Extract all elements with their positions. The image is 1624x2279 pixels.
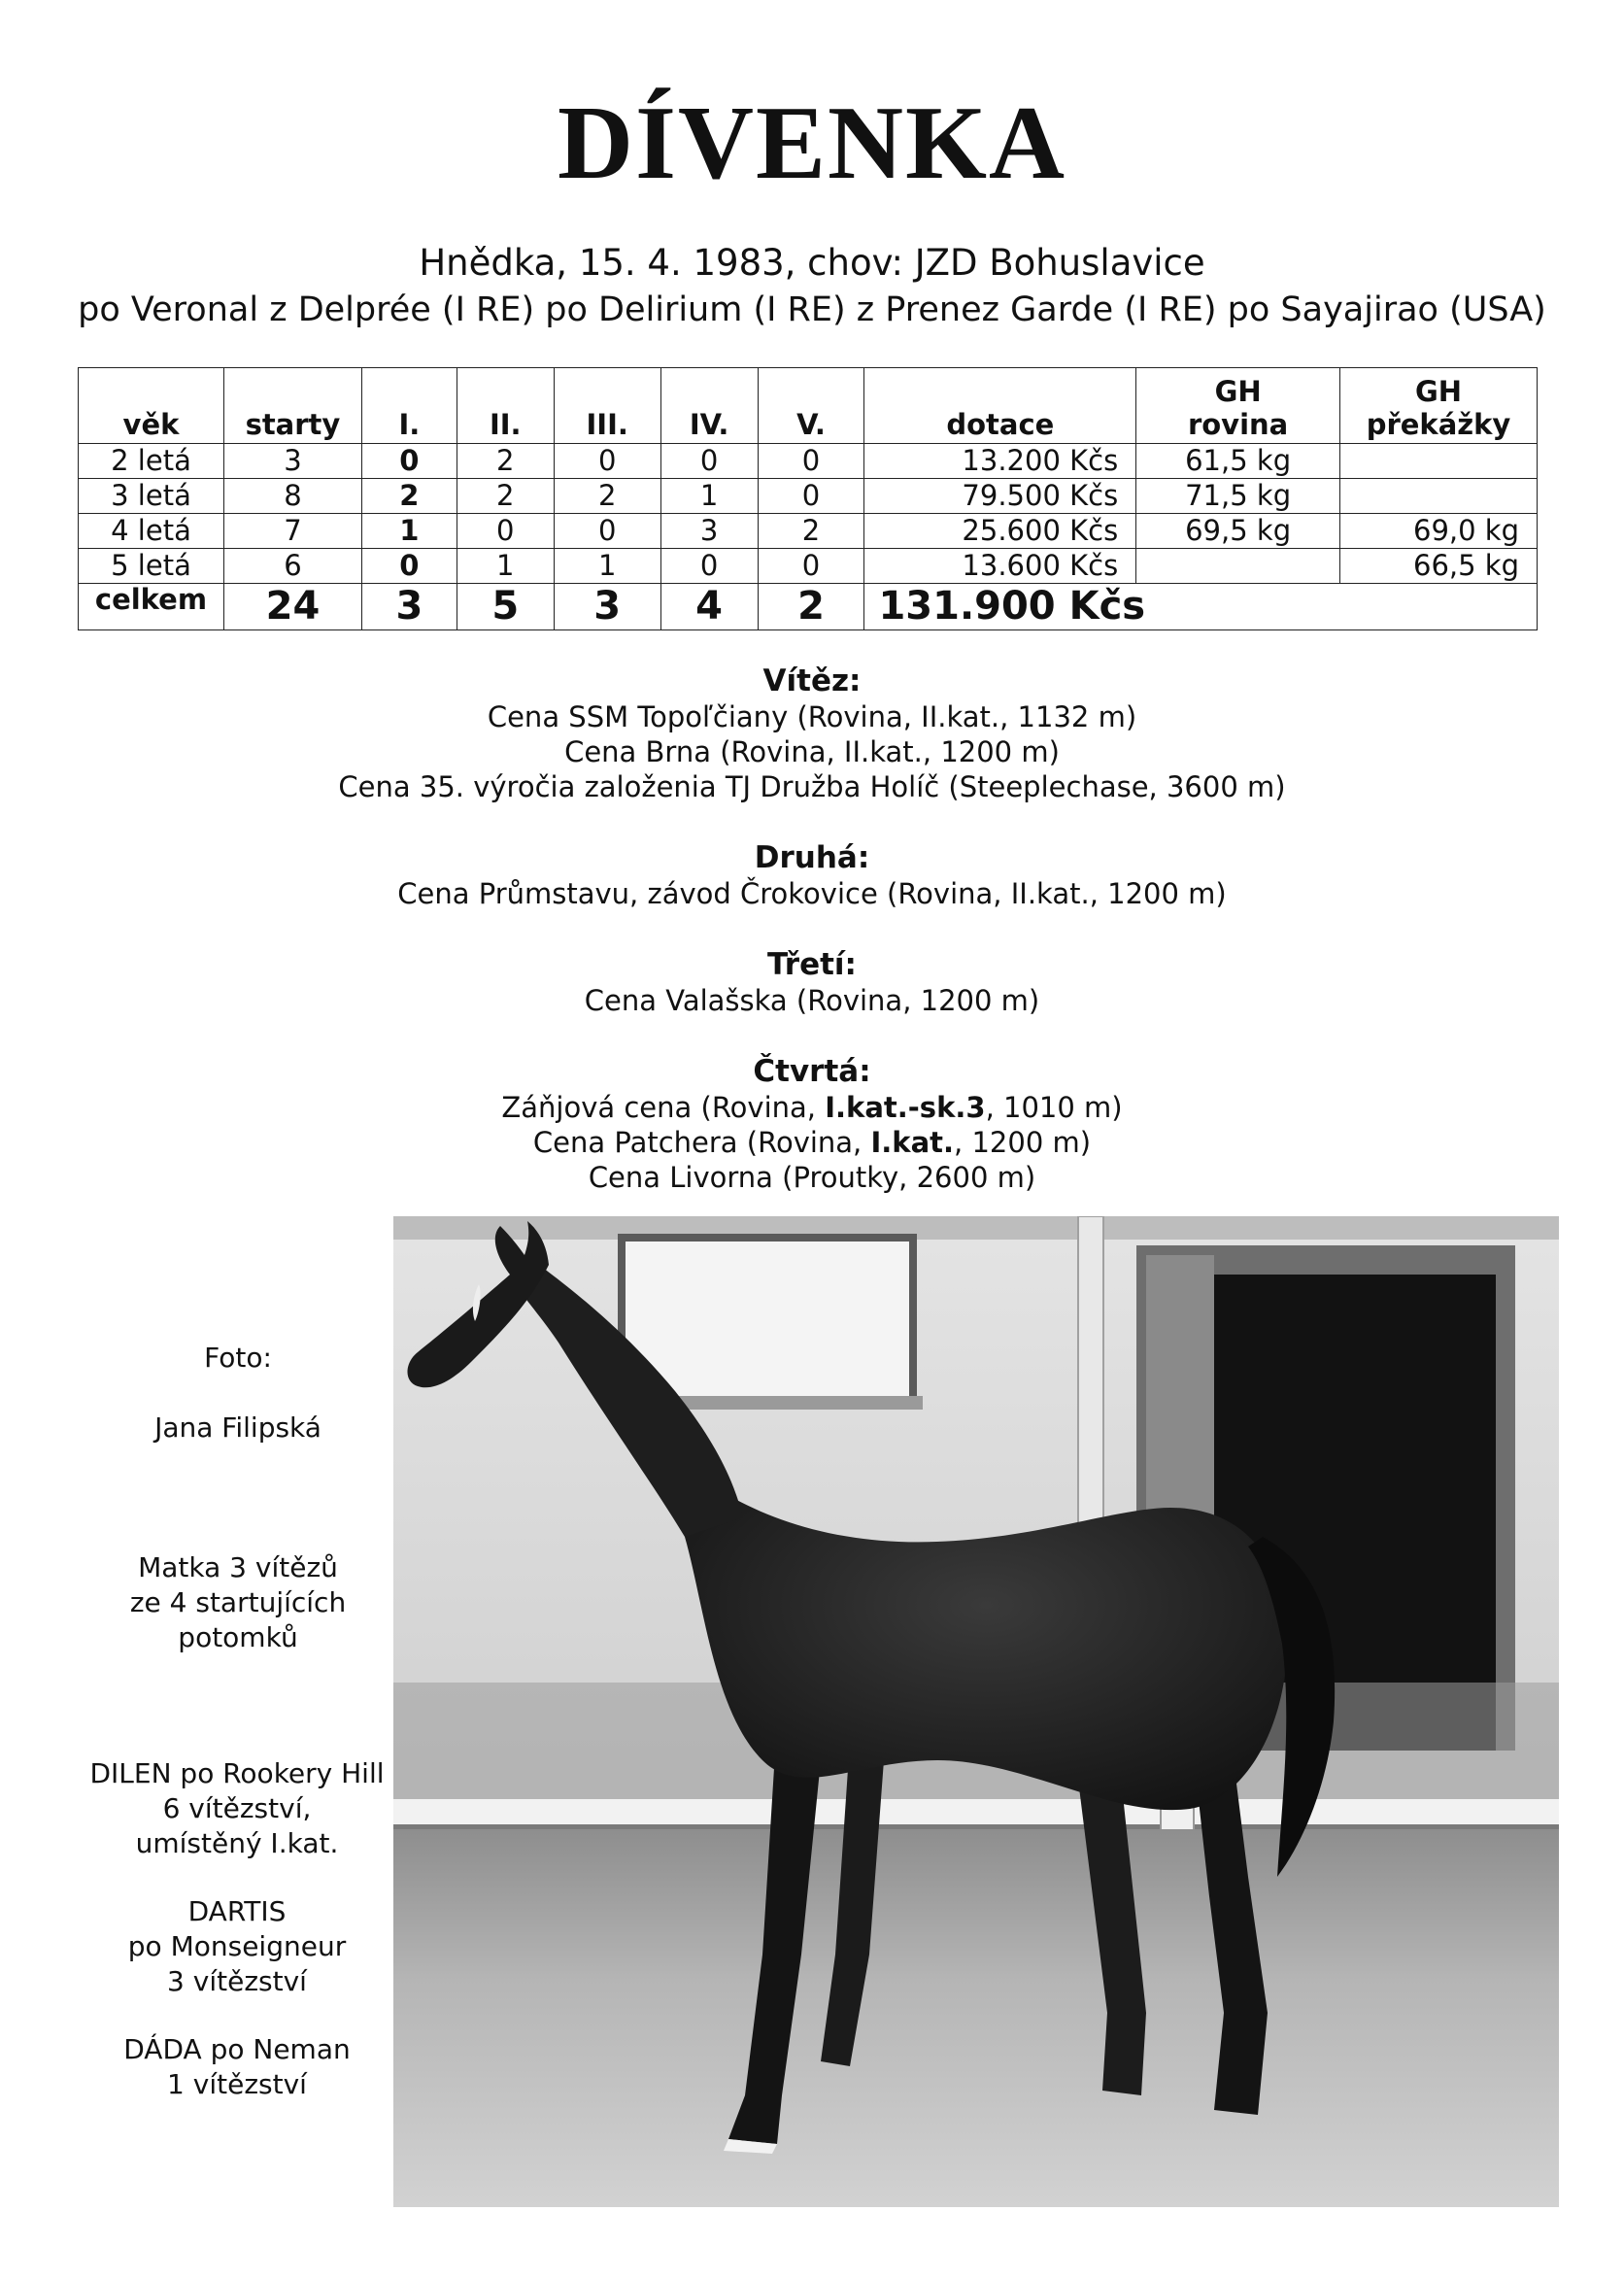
cell-p3: 0	[554, 514, 660, 549]
horse-birth-breeder: Hnědka, 15. 4. 1983, chov: JZD Bohuslavice	[419, 242, 1205, 284]
total-p5: 2	[758, 584, 864, 630]
cell-age: 2 letá	[79, 444, 224, 479]
header-gh-flat	[1136, 368, 1340, 444]
table-row	[79, 444, 1538, 479]
second-heading: Druhá:	[754, 840, 870, 875]
race-stats-table	[78, 367, 1538, 630]
cell-p5: 2	[758, 514, 864, 549]
cell-p3: 0	[554, 444, 660, 479]
header-gh-flat-bottom: rovina	[1187, 408, 1289, 441]
cell-p2: 0	[457, 514, 554, 549]
header-p3: III.	[554, 368, 660, 444]
total-p4: 4	[660, 584, 758, 630]
cell-p1: 0	[361, 444, 457, 479]
page-title: DÍVENKA	[557, 85, 1067, 201]
dam-info-line: Matka 3 vítězů	[138, 1551, 338, 1583]
cell-gh-jump: 69,0 kg	[1340, 514, 1538, 549]
header-gh-flat-top: GH	[1214, 375, 1262, 408]
horse-photo-illustration	[393, 1216, 1559, 2207]
table-row	[79, 479, 1538, 514]
table-row	[79, 514, 1538, 549]
total-p3: 3	[554, 584, 660, 630]
cell-p4: 3	[660, 514, 758, 549]
horse-pedigree: po Veronal z Delprée (I RE) po Delirium (I RE) z Prenez Garde (I RE) po Sayajirao (USA)	[78, 290, 1546, 329]
fourth-race-text: , 1010 m)	[985, 1091, 1123, 1124]
offspring-line: DARTIS	[187, 1895, 287, 1927]
cell-p2: 2	[457, 444, 554, 479]
fence-shadow	[393, 1824, 1559, 1829]
header-starts: starty	[223, 368, 361, 444]
offspring-line: DÁDA po Neman	[123, 2033, 351, 2065]
header-prize: dotace	[864, 368, 1136, 444]
roof-edge	[393, 1216, 1559, 1240]
photo-credit	[78, 1341, 398, 1446]
header-gh-jump	[1340, 368, 1538, 444]
dam-info-line: potomků	[178, 1621, 298, 1653]
cell-gh-flat: 69,5 kg	[1136, 514, 1340, 549]
total-starts: 24	[223, 584, 361, 630]
fence-rail	[393, 1799, 1559, 1824]
window	[622, 1238, 913, 1403]
dam-info	[78, 1550, 398, 1655]
cell-p5: 0	[758, 549, 864, 584]
second-race: Cena Průmstavu, závod Črokovice (Rovina, II.kat., 1200 m)	[397, 877, 1227, 910]
header-age: věk	[79, 368, 224, 444]
cell-p4: 1	[660, 479, 758, 514]
total-label: celkem	[79, 584, 224, 630]
total-p1: 3	[361, 584, 457, 630]
sand-ground	[393, 1829, 1559, 2207]
photo-label: Foto:	[204, 1342, 272, 1374]
cell-age: 3 letá	[79, 479, 224, 514]
table-total-row	[79, 584, 1538, 630]
cell-p3: 2	[554, 479, 660, 514]
winner-race: Cena 35. výročia založenia TJ Družba Holíč (Steeplechase, 3600 m)	[338, 770, 1286, 803]
offspring-line: 3 vítězství	[167, 1965, 307, 1997]
cell-starts: 8	[223, 479, 361, 514]
cell-gh-jump: 66,5 kg	[1340, 549, 1538, 584]
cell-starts: 3	[223, 444, 361, 479]
winner-heading: Vítěz:	[762, 663, 862, 698]
fourth-race	[0, 1125, 1624, 1160]
fourth-race-text: , 1200 m)	[954, 1126, 1092, 1159]
offspring-line: DILEN po Rookery Hill	[89, 1757, 385, 1789]
cell-p5: 0	[758, 444, 864, 479]
cell-p1: 1	[361, 514, 457, 549]
offspring-line: po Monseigneur	[127, 1930, 347, 1962]
offspring-line: 1 vítězství	[167, 2068, 307, 2100]
cell-p4: 0	[660, 444, 758, 479]
cell-age: 4 letá	[79, 514, 224, 549]
cell-p1: 2	[361, 479, 457, 514]
total-prize: 131.900 Kčs	[864, 584, 1538, 630]
cell-p4: 0	[660, 549, 758, 584]
cell-p2: 2	[457, 479, 554, 514]
fourth-race-category: I.kat.-sk.3	[825, 1091, 986, 1124]
header-gh-jump-top: GH	[1414, 375, 1463, 408]
horse-photo	[393, 1216, 1559, 2207]
cell-gh-jump	[1340, 479, 1538, 514]
cell-starts: 7	[223, 514, 361, 549]
fourth-race: Cena Livorna (Proutky, 2600 m)	[588, 1161, 1036, 1194]
table-header-row	[79, 368, 1538, 444]
header-p4: IV.	[660, 368, 758, 444]
cell-p3: 1	[554, 549, 660, 584]
third-heading: Třetí:	[767, 947, 857, 982]
cell-prize: 25.600 Kčs	[864, 514, 1136, 549]
dam-info-line: ze 4 startujících	[129, 1586, 347, 1618]
third-race: Cena Valašska (Rovina, 1200 m)	[584, 984, 1040, 1017]
winner-race: Cena SSM Topoľčiany (Rovina, II.kat., 1132 m)	[487, 700, 1137, 733]
header-p2: II.	[457, 368, 554, 444]
offspring-line: umístěný I.kat.	[135, 1827, 339, 1859]
cell-gh-flat: 61,5 kg	[1136, 444, 1340, 479]
cell-prize: 79.500 Kčs	[864, 479, 1136, 514]
fourth-race	[0, 1090, 1624, 1125]
header-p1: I.	[361, 368, 457, 444]
offspring-line: 6 vítězství,	[162, 1792, 312, 1824]
cell-gh-flat: 71,5 kg	[1136, 479, 1340, 514]
header-p5: V.	[758, 368, 864, 444]
fourth-race-text: Cena Patchera (Rovina,	[532, 1126, 871, 1159]
fourth-race-text: Záňjová cena (Rovina,	[501, 1091, 826, 1124]
fourth-heading: Čtvrtá:	[753, 1054, 871, 1089]
table-row	[79, 549, 1538, 584]
fourth-race-category: I.kat.	[870, 1126, 955, 1159]
cell-p1: 0	[361, 549, 457, 584]
cell-starts: 6	[223, 549, 361, 584]
cell-gh-jump	[1340, 444, 1538, 479]
header-gh-jump-bottom: překážky	[1366, 408, 1511, 441]
total-p2: 5	[457, 584, 554, 630]
race-results	[0, 663, 1624, 1195]
cell-p2: 1	[457, 549, 554, 584]
cell-gh-flat	[1136, 549, 1340, 584]
winner-race: Cena Brna (Rovina, II.kat., 1200 m)	[564, 735, 1060, 768]
offspring-list	[82, 1756, 392, 2102]
cell-age: 5 letá	[79, 549, 224, 584]
photographer: Jana Filipská	[154, 1412, 321, 1444]
cell-prize: 13.600 Kčs	[864, 549, 1136, 584]
cell-prize: 13.200 Kčs	[864, 444, 1136, 479]
cell-p5: 0	[758, 479, 864, 514]
